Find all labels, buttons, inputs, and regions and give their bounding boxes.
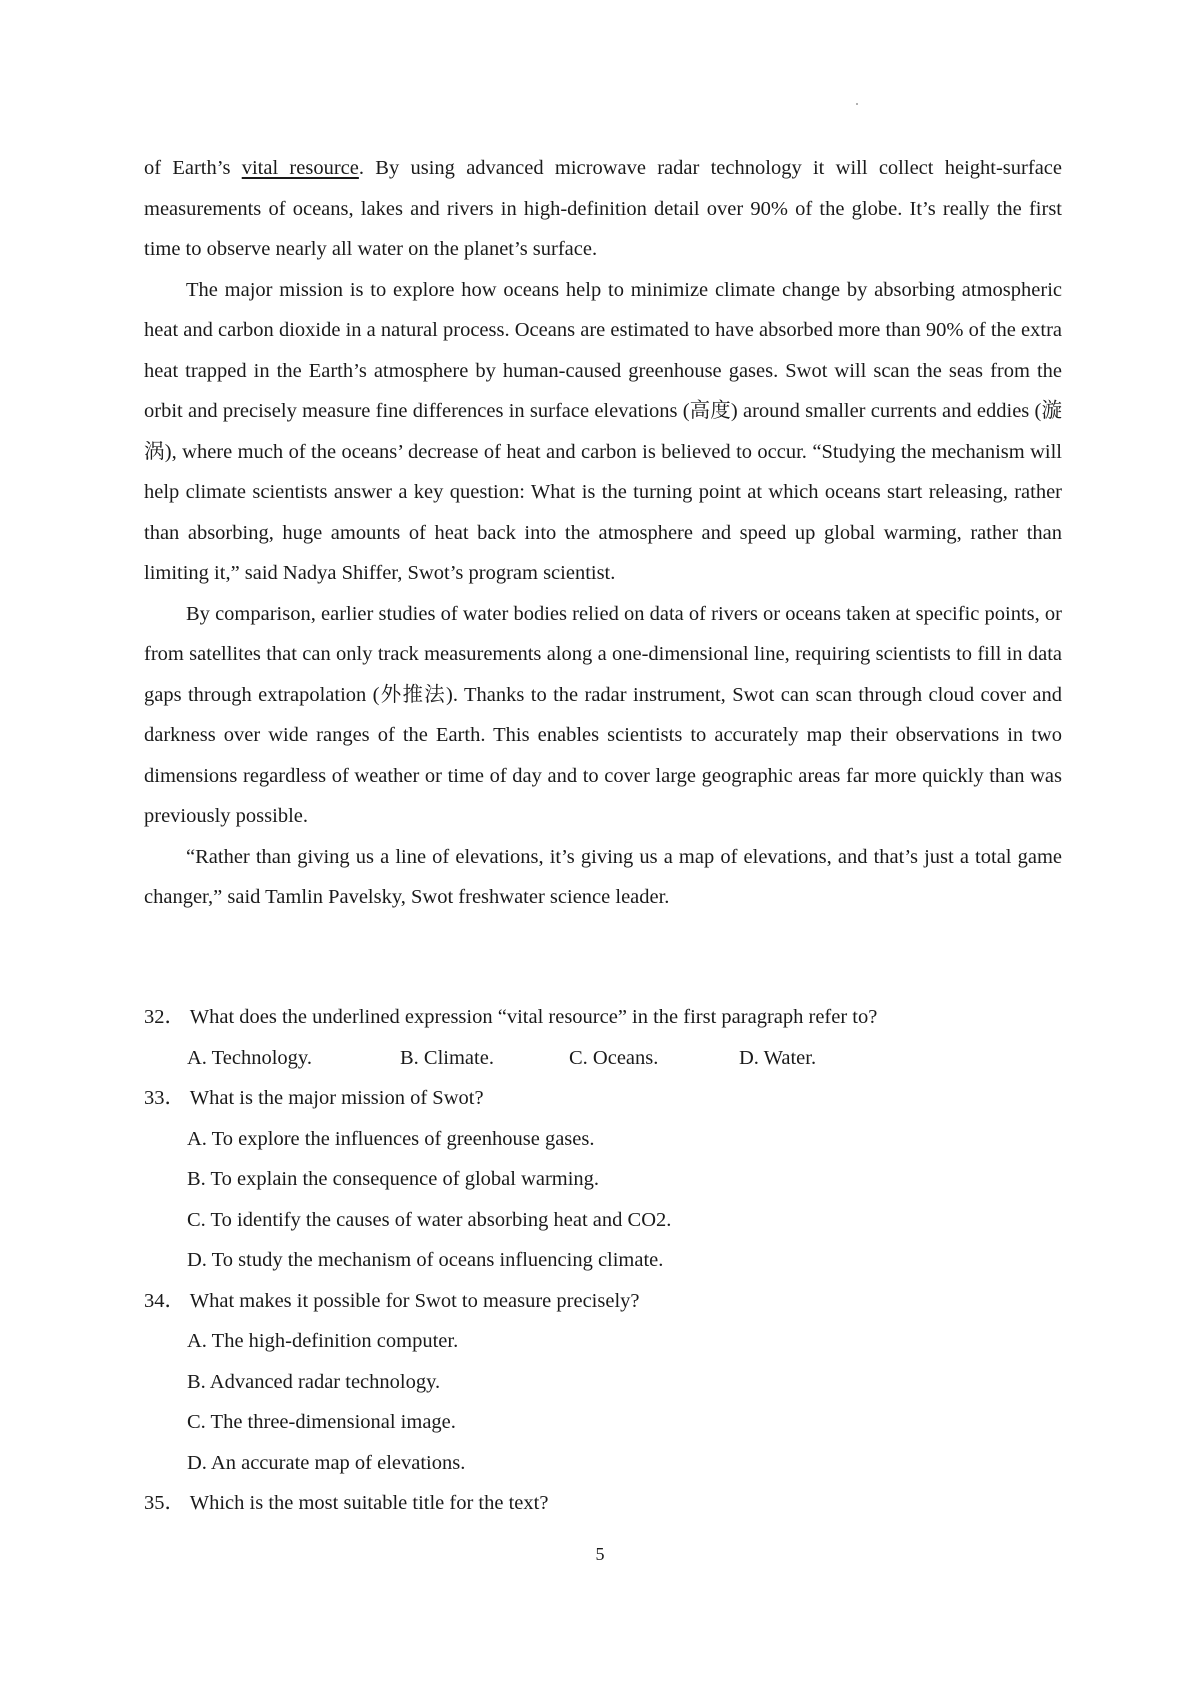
scan-speck [856,103,858,105]
question-32-options [144,1038,1062,1079]
reading-passage [144,148,1062,918]
q34-option-a: A. The high-definition computer. [187,1330,459,1352]
q32-option-d: D. Water. [739,1046,817,1069]
q32-option-c: C. Oceans. [569,1046,659,1069]
paragraph-4: “Rather than giving us a line of elevations, it’s giving us a map of elevations, and that’s just a total game changer,” said Tamlin Pavelsky, Swot freshwater science leader. [144,845,1062,908]
paragraph-1-after: . By using advanced microwave radar technology it will collect height-surface measurements of oceans, lakes and rivers in high-definition detail over 90% of the globe. It’s really the first time to observe nearly all water on the planet’s surface. [144,157,1062,260]
question-35-stem: 35． Which is the most suitable title for the text? [144,1492,549,1514]
q33-option-b: B. To explain the consequence of global warming. [187,1168,600,1190]
paragraph-2: The major mission is to explore how oceans help to minimize climate change by absorbing atmospheric heat and carbon dioxide in a natural process. Oceans are estimated to have absorbed more than 90% of the extra heat trapped in the Earth’s atmosphere by human-caused greenhouse gases. Swot will scan the seas from the orbit and precisely measure fine differences in surface elevations (高度) around smaller currents and eddies (漩涡), where much of the oceans’ decrease of heat and carbon is believed to occur. “Studying the mechanism will help climate scientists answer a key question: What is the turning point at which oceans start releasing, rather than absorbing, huge amounts of heat back into the atmosphere and speed up global warming, rather than limiting it,” said Nadya Shiffer, Swot’s program scientist. [144,278,1062,584]
question-33-stem: 33． What is the major mission of Swot? [144,1087,484,1109]
paragraph-3: By comparison, earlier studies of water bodies relied on data of rivers or oceans taken at specific points, or from satellites that can only track measurements along a one-dimensional line, requiring scientists to fill in data gaps through extrapolation (外推法). Thanks to the radar instrument, Swot can scan through cloud cover and darkness over wide ranges of the Earth. This enables scientists to accurately map their observations in two dimensions regardless of weather or time of day and to cover large geographic areas far more quickly than was previously possible. [144,602,1062,827]
questions-section [144,997,1062,1524]
question-32-stem: 32． What does the underlined expression “vital resource” in the first paragraph refer to? [144,1006,878,1028]
q34-option-d: D. An accurate map of elevations. [187,1451,466,1474]
paragraph-1-before: of Earth’s [144,157,242,179]
paragraph-1 [144,148,1062,270]
q33-option-c: C. To identify the causes of water absorbing heat and CO2. [187,1208,672,1231]
q33-option-d: D. To study the mechanism of oceans influencing climate. [187,1249,664,1271]
q32-option-b: B. Climate. [400,1046,494,1069]
underlined-expression: vital resource [241,157,359,179]
q32-option-a: A. Technology. [187,1046,312,1069]
q34-option-c: C. The three-dimensional image. [187,1411,456,1433]
question-34-stem: 34． What makes it possible for Swot to measure precisely? [144,1289,640,1312]
q33-option-a: A. To explore the influences of greenhouse gases. [187,1127,595,1150]
q34-option-b: B. Advanced radar technology. [187,1370,441,1393]
page-number: 5 [595,1544,605,1564]
